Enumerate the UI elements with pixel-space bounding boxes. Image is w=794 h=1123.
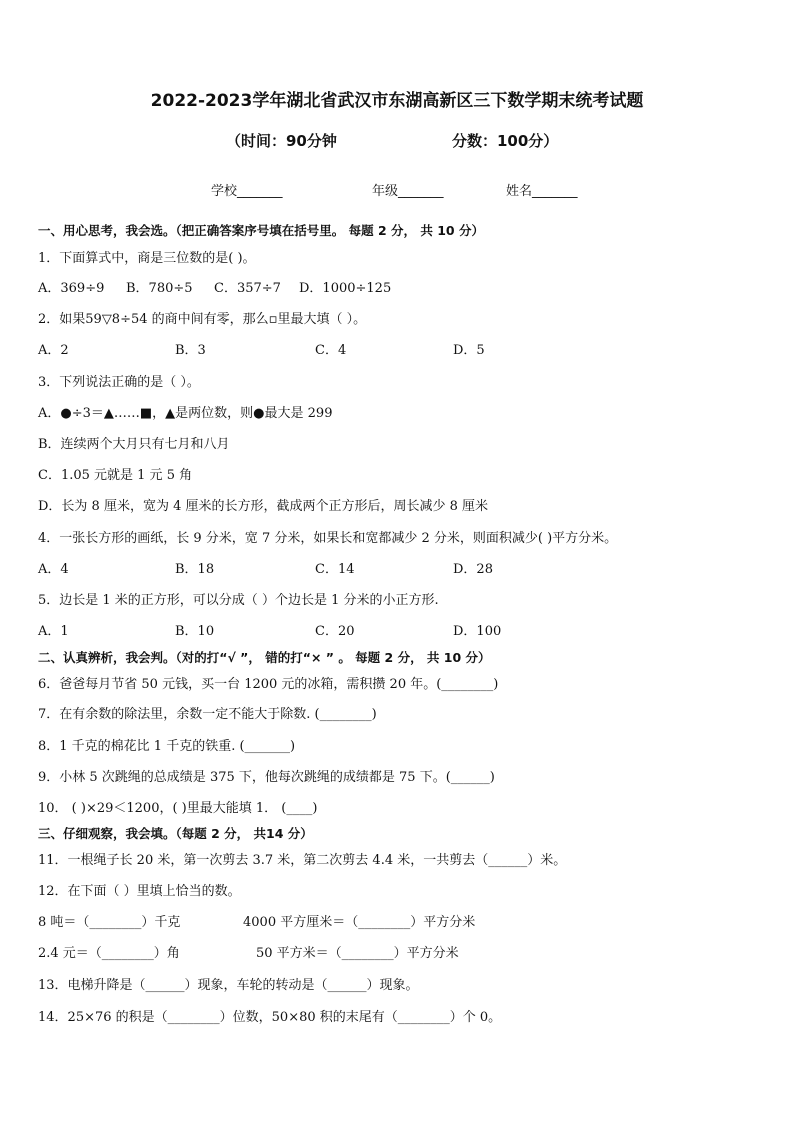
q3-option-b: B．连续两个大月只有七月和八月: [38, 437, 230, 452]
page-title: 2022-2023学年湖北省武汉市东湖高新区三下数学期末统考试题: [150, 91, 644, 111]
question-1: 1．下面算式中，商是三位数的是( )。: [38, 251, 256, 266]
school-field: 学校_______: [211, 184, 283, 199]
question-10: 10． ( )×29＜1200，( )里最大能填 1． (____): [38, 801, 318, 816]
question-3: 3．下列说法正确的是（ ）。: [38, 375, 200, 390]
exam-score: 分数：100分）: [452, 132, 559, 150]
question-5: 5．边长是 1 米的正方形，可以分成（ ）个边长是 1 分米的小正方形.: [38, 593, 439, 608]
q4-option-b: B．18: [175, 562, 215, 577]
q12-item-b: 4000 平方厘米＝（________）平方分米: [243, 915, 476, 930]
section-heading-2: 二、认真辨析，我会判。（对的打“√ ”， 错的打“× ” 。 每题 2 分， 共 10 分）: [38, 650, 491, 665]
q3-option-d: D．长为 8 厘米，宽为 4 厘米的长方形，截成两个正方形后，周长减少 8 厘米: [38, 499, 489, 514]
question-13: 13．电梯升降是（______）现象，车轮的转动是（______）现象。: [38, 978, 419, 993]
question-12: 12．在下面（ ）里填上恰当的数。: [38, 884, 241, 899]
question-2: 2．如果59▽8÷54 的商中间有零，那么▫里最大填（ ）。: [38, 312, 367, 327]
q2-option-b: B．3: [175, 343, 206, 358]
question-9: 9．小林 5 次跳绳的总成绩是 375 下，他每次跳绳的成绩都是 75 下。(______): [38, 770, 495, 785]
question-6: 6．爸爸每月节省 50 元钱，买一台 1200 元的冰箱，需积攒 20 年。(________): [38, 677, 499, 692]
name-field: 姓名_______: [506, 184, 578, 199]
q12-item-c: 2.4 元＝（________）角: [38, 946, 180, 961]
q1-option-c: C．357÷7: [214, 281, 281, 296]
q4-option-c: C．14: [315, 562, 355, 577]
q5-option-b: B．10: [175, 624, 215, 639]
q1-option-a: A．369÷9: [38, 281, 105, 296]
question-11: 11．一根绳子长 20 米，第一次剪去 3.7 米，第二次剪去 4.4 米，一共剪去（______）米。: [38, 853, 567, 868]
q5-option-c: C．20: [315, 624, 355, 639]
q5-option-d: D．100: [453, 624, 502, 639]
q12-item-d: 50 平方米＝（________）平方分米: [256, 946, 459, 961]
question-8: 8．1 千克的棉花比 1 千克的铁重. (_______): [38, 739, 296, 754]
section-heading-3: 三、仔细观察，我会填。（每题 2 分， 共14 分）: [38, 826, 313, 841]
q2-option-c: C．4: [315, 343, 347, 358]
q1-option-d: D．1000÷125: [299, 281, 392, 296]
section-heading-1: 一、用心思考，我会选。（把正确答案序号填在括号里。 每题 2 分， 共 10 分）: [38, 223, 484, 238]
exam-time: （时间：90分钟: [226, 132, 337, 150]
question-7: 7．在有余数的除法里，余数一定不能大于除数. (________): [38, 707, 377, 722]
question-14: 14．25×76 的积是（________）位数，50×80 积的末尾有（________）个 0。: [38, 1010, 502, 1025]
q2-option-d: D．5: [453, 343, 485, 358]
q4-option-a: A．4: [38, 562, 69, 577]
q2-option-a: A．2: [38, 343, 69, 358]
q3-option-c: C．1.05 元就是 1 元 5 角: [38, 468, 193, 483]
q4-option-d: D．28: [453, 562, 493, 577]
q5-option-a: A．1: [38, 624, 69, 639]
question-4: 4．一张长方形的画纸，长 9 分米，宽 7 分米，如果长和宽都减少 2 分米，则面积减少( )平方分米。: [38, 531, 618, 546]
grade-field: 年级_______: [372, 184, 444, 199]
q3-option-a: A．●÷3＝▲……■，▲是两位数，则●最大是 299: [38, 406, 333, 421]
q1-option-b: B．780÷5: [126, 281, 193, 296]
q12-item-a: 8 吨＝（________）千克: [38, 915, 181, 930]
